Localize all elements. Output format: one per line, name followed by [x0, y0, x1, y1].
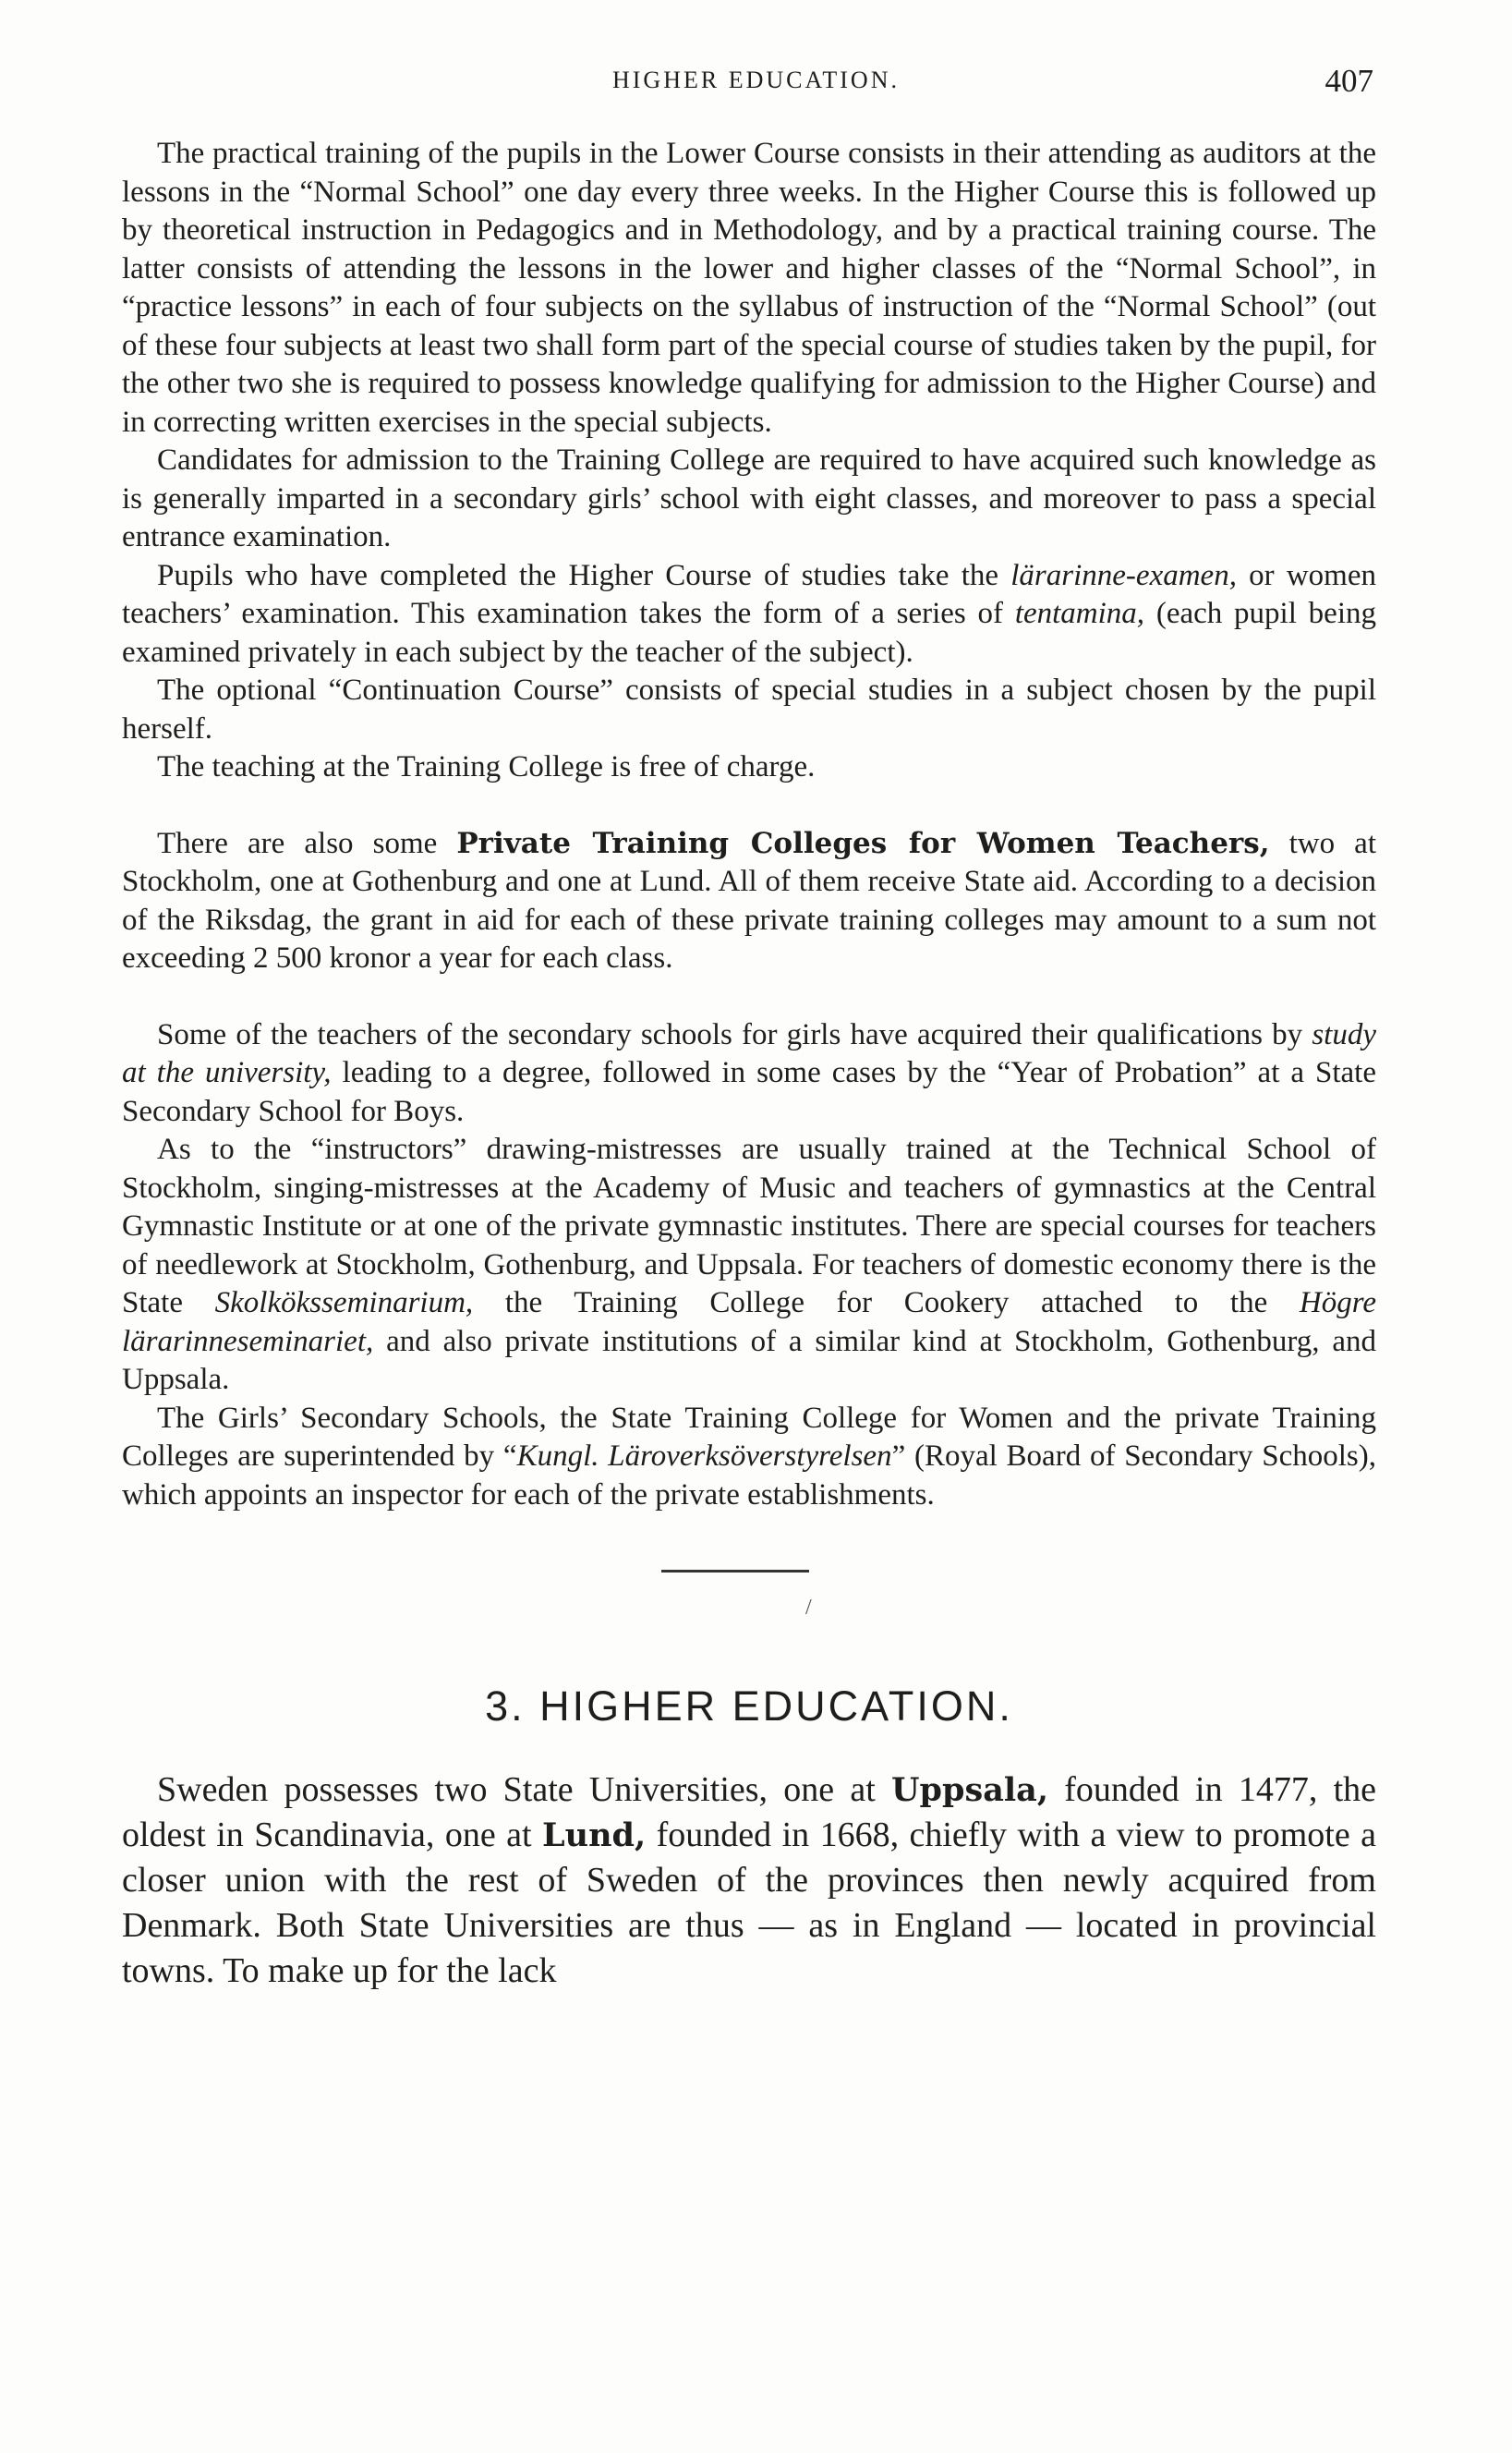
bold-term: Uppsala,: [891, 1771, 1049, 1809]
paragraph-examination: [122, 557, 1376, 673]
text: founded in 1668, chiefly with a view to promote a closer union with the rest of Sweden of the provinces then newly acquired from Denmark. Both State Universities are thus — as in England — located in provincial towns. To make up for the lack: [122, 1815, 1376, 1990]
paragraph-admission: [122, 442, 1376, 557]
text: Some of the teachers of the secondary schools for girls have acquired their qualifications by: [157, 1017, 1312, 1051]
running-title: HIGHER EDUCATION.: [612, 67, 900, 93]
italic-term: lärarinne-examen,: [1010, 558, 1237, 592]
paragraph-instructors: [122, 1131, 1376, 1400]
italic-term: Högre lärarinneseminariet,: [122, 1286, 1376, 1358]
text: leading to a degree, followed in some cases by the “Year of Probation” at a State Secondary School for Boys.: [122, 1056, 1376, 1128]
text: and also private institutions of a similar kind at Stockholm, Gothenburg, and Uppsala.: [122, 1324, 1376, 1396]
page-body: [122, 135, 1376, 1994]
paragraph-universities: [122, 1767, 1376, 1994]
text: As to the “instructors” drawing-mistresses are usually trained at the Technical School of Stockholm, singing-mistresses at the Academy of Music and teachers of gymnastics at the Central Gymnastic Institute or at one of the private gymnastic institutes. There are special courses for teachers of needlework at Stockholm, Gothenburg, and Uppsala. For teachers of domestic economy there is the State: [122, 1133, 1376, 1319]
bold-term: Lund,: [542, 1816, 647, 1854]
text: Sweden possesses two State Universities, one at: [157, 1770, 892, 1809]
text: The Girls’ Secondary Schools, the State Training College for Women and the private Training Colleges are superintended by “: [122, 1401, 1376, 1473]
text: There are also some: [157, 826, 457, 860]
divider-rule: [661, 1570, 809, 1573]
italic-term: Kungl. Läroverksöverstyrelsen: [516, 1439, 892, 1473]
text: The practical training of the pupils in the Lower Course consists in their attending as auditors at the lessons in the “Normal School” one day every three weeks. In the Higher Course this is followed up by theoretical instruction in Pedagogics and in Methodology, and by a practical training course. The latter consists of attending the lessons in the lower and higher classes of the “Normal School”, in “practice lessons” in each of four subjects on the syllabus of instruction of the “Normal School” (out of these four subjects at least two shall form part of the special course of studies taken by the pupil, for the other two she is required to possess knowledge qualifying for admission to the Higher Course) and in correcting written exercises in the special subjects.: [122, 137, 1376, 439]
section-heading: 3. HIGHER EDUCATION.: [485, 1682, 1013, 1730]
italic-term: study at the university,: [122, 1017, 1376, 1089]
page-number: 407: [1325, 63, 1373, 99]
paragraph-superintendence: [122, 1400, 1376, 1515]
section-divider: [122, 1514, 1376, 1634]
text: two at Stockholm, one at Gothenburg and one at Lund. All of them receive State aid. According to a decision of the Riksdag, the grant in aid for each of these private training colleges may amount to a sum not exceeding 2 500 kronor a year for each class.: [122, 826, 1376, 975]
paragraph-university-study: [122, 1016, 1376, 1132]
paragraph-continuation-course: [122, 672, 1376, 748]
text: or women teachers’ examination. This examination takes the form of a series of: [122, 558, 1377, 630]
paragraph-private-colleges: [122, 825, 1376, 978]
text: Pupils who have completed the Higher Course of studies take the: [157, 558, 1011, 592]
text: ” (Royal Board of Secondary Schools), which appoints an inspector for each of the private establishments.: [122, 1439, 1376, 1512]
text: the Training College for Cookery attached to the: [473, 1286, 1300, 1319]
text: (each pupil being examined privately in each subject by the teacher of the subject).: [122, 597, 1376, 669]
italic-term: Skolköksseminarium,: [214, 1286, 474, 1319]
italic-term: tentamina,: [1014, 597, 1145, 630]
text: founded in 1477, the oldest in Scandinavia, one at: [122, 1770, 1376, 1854]
paragraph-practical-training: [122, 135, 1376, 442]
divider-mark: /: [805, 1596, 812, 1620]
running-head: [0, 63, 1512, 100]
text: The teaching at the Training College is free of charge.: [157, 750, 816, 783]
text: Candidates for admission to the Training College are required to have acquired such knowledge as is generally imparted in a secondary girls’ school with eight classes, and moreover to pass a special entrance examination.: [122, 443, 1376, 553]
bold-term: Private Training Colleges for Women Teachers,: [456, 826, 1270, 860]
text: The optional “Continuation Course” consists of special studies in a subject chosen by the pupil herself.: [122, 674, 1376, 746]
paragraph-free-teaching: [122, 748, 1376, 787]
